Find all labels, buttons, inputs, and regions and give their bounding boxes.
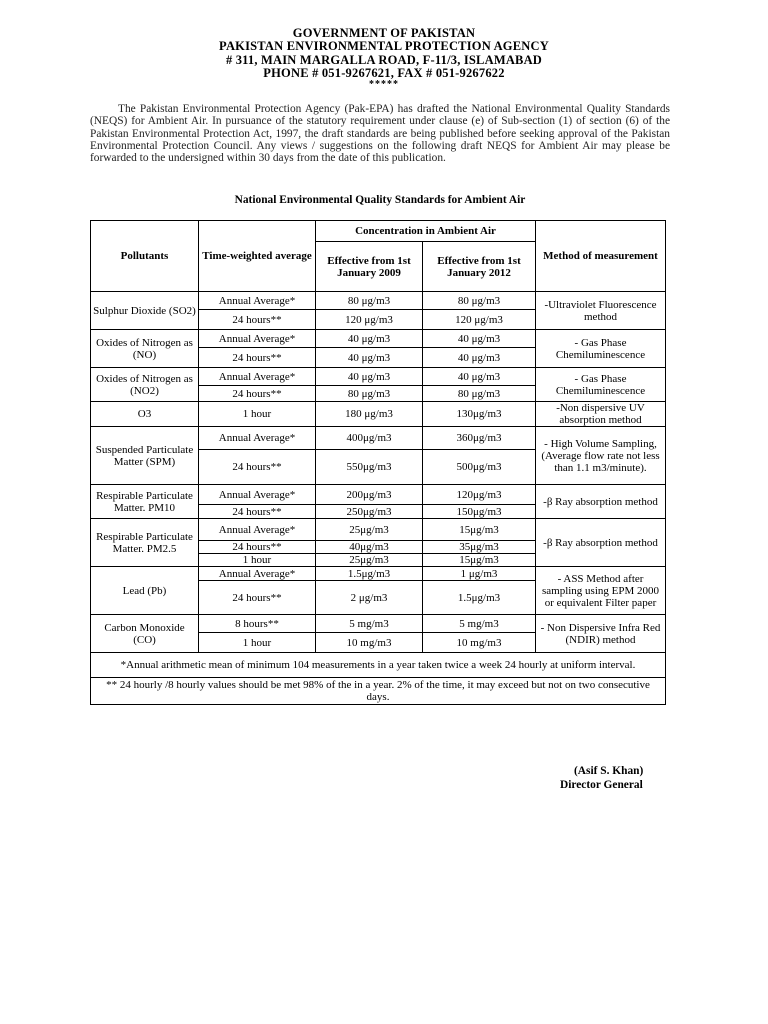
standards-table [90, 220, 666, 705]
concentration-2009-cell: 10 mg/m3 [316, 633, 423, 653]
concentration-2012-cell: 1 μg/m3 [423, 567, 536, 581]
table-row [91, 519, 666, 541]
pollutant-cell: Respirable Particulate Matter. PM10 [91, 485, 199, 519]
table-row [91, 330, 666, 348]
letterhead-line: PHONE # 051-9267621, FAX # 051-9267622 [263, 65, 505, 80]
concentration-2009-cell: 550μg/m3 [316, 450, 423, 485]
table-row [91, 567, 666, 581]
header-pollutants: Pollutants [91, 221, 199, 292]
concentration-2009-cell: 180 μg/m3 [316, 402, 423, 427]
concentration-2009-cell: 40μg/m3 [316, 541, 423, 554]
concentration-2009-cell: 120 μg/m3 [316, 310, 423, 330]
time-weighted-average-cell: Annual Average* [199, 567, 316, 581]
time-weighted-average-cell: Annual Average* [199, 519, 316, 541]
concentration-2009-cell: 25μg/m3 [316, 554, 423, 567]
concentration-2009-cell: 5 mg/m3 [316, 615, 423, 633]
concentration-2012-cell: 40 μg/m3 [423, 348, 536, 368]
time-weighted-average-cell: Annual Average* [199, 292, 316, 310]
table-row [91, 402, 666, 427]
header-effective-2012: Effective from 1st January 2012 [423, 242, 536, 292]
pollutant-cell: Lead (Pb) [91, 567, 199, 615]
concentration-2012-cell: 150μg/m3 [423, 505, 536, 519]
time-weighted-average-cell: 1 hour [199, 633, 316, 653]
header-concentration: Concentration in Ambient Air [316, 221, 536, 242]
table-body [91, 292, 666, 653]
time-weighted-average-cell: Annual Average* [199, 427, 316, 450]
time-weighted-average-cell: Annual Average* [199, 485, 316, 505]
time-weighted-average-cell: 24 hours** [199, 386, 316, 402]
concentration-2009-cell: 40 μg/m3 [316, 368, 423, 386]
concentration-2012-cell: 130μg/m3 [423, 402, 536, 427]
time-weighted-average-cell: 24 hours** [199, 450, 316, 485]
method-cell: -Non dispersive UV absorption method [536, 402, 666, 427]
concentration-2012-cell: 35μg/m3 [423, 541, 536, 554]
concentration-2009-cell: 400μg/m3 [316, 427, 423, 450]
pollutant-cell: Respirable Particulate Matter. PM2.5 [91, 519, 199, 567]
method-cell: - Non Dispersive Infra Red (NDIR) method [536, 615, 666, 653]
method-cell: -β Ray absorption method [536, 519, 666, 567]
pollutant-cell: Sulphur Dioxide (SO2) [91, 292, 199, 330]
concentration-2009-cell: 1.5μg/m3 [316, 567, 423, 581]
signature-block [560, 764, 680, 792]
header-method: Method of measurement [536, 221, 666, 292]
concentration-2012-cell: 15μg/m3 [423, 519, 536, 541]
signatory-name: (Asif S. Khan) [574, 765, 644, 777]
time-weighted-average-cell: 24 hours** [199, 505, 316, 519]
time-weighted-average-cell: 24 hours** [199, 541, 316, 554]
concentration-2012-cell: 15μg/m3 [423, 554, 536, 567]
concentration-2009-cell: 40 μg/m3 [316, 348, 423, 368]
header-effective-2009: Effective from 1st January 2009 [316, 242, 423, 292]
pollutant-cell: Oxides of Nitrogen as (NO2) [91, 368, 199, 402]
concentration-2009-cell: 25μg/m3 [316, 519, 423, 541]
concentration-2012-cell: 80 μg/m3 [423, 292, 536, 310]
pollutant-cell: O3 [91, 402, 199, 427]
document-title: National Environmental Quality Standards for Ambient Air [234, 194, 526, 206]
table-row [91, 427, 666, 450]
method-cell: - Gas Phase Chemiluminescence [536, 368, 666, 402]
table-row [91, 292, 666, 310]
time-weighted-average-cell: 24 hours** [199, 581, 316, 615]
intro-paragraph: The Pakistan Environmental Protection Agency (Pak-EPA) has drafted the National Environmental Quality Standards (NEQS) for Ambient Air. In pursuance of the statutory requirement under clause (e) of Sub-section (1) of section (6) of the Pakistan Environmental Protection Act, 1997, the draft standards are being published before seeking approval of the Pakistan Environmental Protection Council. Any views / suggestions on the following draft NEQS for Ambient Air may please be forwarded to the undersigned within 30 days from the date of this publication. [90, 103, 670, 165]
method-cell: - ASS Method after sampling using EPM 2000 or equivalent Filter paper [536, 567, 666, 615]
concentration-2012-cell: 40 μg/m3 [423, 368, 536, 386]
method-cell: - Gas Phase Chemiluminescence [536, 330, 666, 368]
letterhead-line: # 311, MAIN MARGALLA ROAD, F-11/3, ISLAMABAD [225, 52, 543, 67]
time-weighted-average-cell: Annual Average* [199, 368, 316, 386]
concentration-2009-cell: 80 μg/m3 [316, 386, 423, 402]
pollutant-cell: Oxides of Nitrogen as (NO) [91, 330, 199, 368]
concentration-2012-cell: 1.5μg/m3 [423, 581, 536, 615]
concentration-2012-cell: 360μg/m3 [423, 427, 536, 450]
time-weighted-average-cell: 8 hours** [199, 615, 316, 633]
time-weighted-average-cell: 1 hour [199, 554, 316, 567]
pollutant-cell: Suspended Particulate Matter (SPM) [91, 427, 199, 485]
concentration-2009-cell: 2 μg/m3 [316, 581, 423, 615]
header-time-weighted-average: Time-weighted average [199, 221, 316, 292]
method-cell: -Ultraviolet Fluorescence method [536, 292, 666, 330]
pollutant-cell: Carbon Monoxide (CO) [91, 615, 199, 653]
concentration-2009-cell: 80 μg/m3 [316, 292, 423, 310]
letterhead-line: GOVERNMENT OF PAKISTAN [292, 26, 476, 40]
concentration-2012-cell: 120μg/m3 [423, 485, 536, 505]
letterhead [0, 27, 768, 89]
letterhead-line: PAKISTAN ENVIRONMENTAL PROTECTION AGENCY [219, 39, 549, 54]
footnote-hourly: ** 24 hourly /8 hourly values should be met 98% of the in a year. 2% of the time, it may exceed but not on two consecutive days. [91, 678, 666, 705]
concentration-2012-cell: 5 mg/m3 [423, 615, 536, 633]
concentration-2012-cell: 500μg/m3 [423, 450, 536, 485]
letterhead-stars: ***** [369, 79, 399, 91]
method-cell: -β Ray absorption method [536, 485, 666, 519]
concentration-2012-cell: 40 μg/m3 [423, 330, 536, 348]
time-weighted-average-cell: 1 hour [199, 402, 316, 427]
signatory-title: Director General [560, 779, 643, 791]
time-weighted-average-cell: 24 hours** [199, 348, 316, 368]
concentration-2012-cell: 10 mg/m3 [423, 633, 536, 653]
footnote-annual: *Annual arithmetic mean of minimum 104 measurements in a year taken twice a week 24 hourly at uniform interval. [91, 653, 666, 678]
time-weighted-average-cell: Annual Average* [199, 330, 316, 348]
table-header [91, 221, 666, 292]
concentration-2012-cell: 120 μg/m3 [423, 310, 536, 330]
table-row [91, 368, 666, 386]
time-weighted-average-cell: 24 hours** [199, 310, 316, 330]
method-cell: - High Volume Sampling, (Average flow rate not less than 1.1 m3/minute). [536, 427, 666, 485]
concentration-2009-cell: 200μg/m3 [316, 485, 423, 505]
table-row [91, 615, 666, 633]
concentration-2009-cell: 250μg/m3 [316, 505, 423, 519]
table-notes [91, 653, 666, 705]
concentration-2012-cell: 80 μg/m3 [423, 386, 536, 402]
concentration-2009-cell: 40 μg/m3 [316, 330, 423, 348]
table-row [91, 485, 666, 505]
